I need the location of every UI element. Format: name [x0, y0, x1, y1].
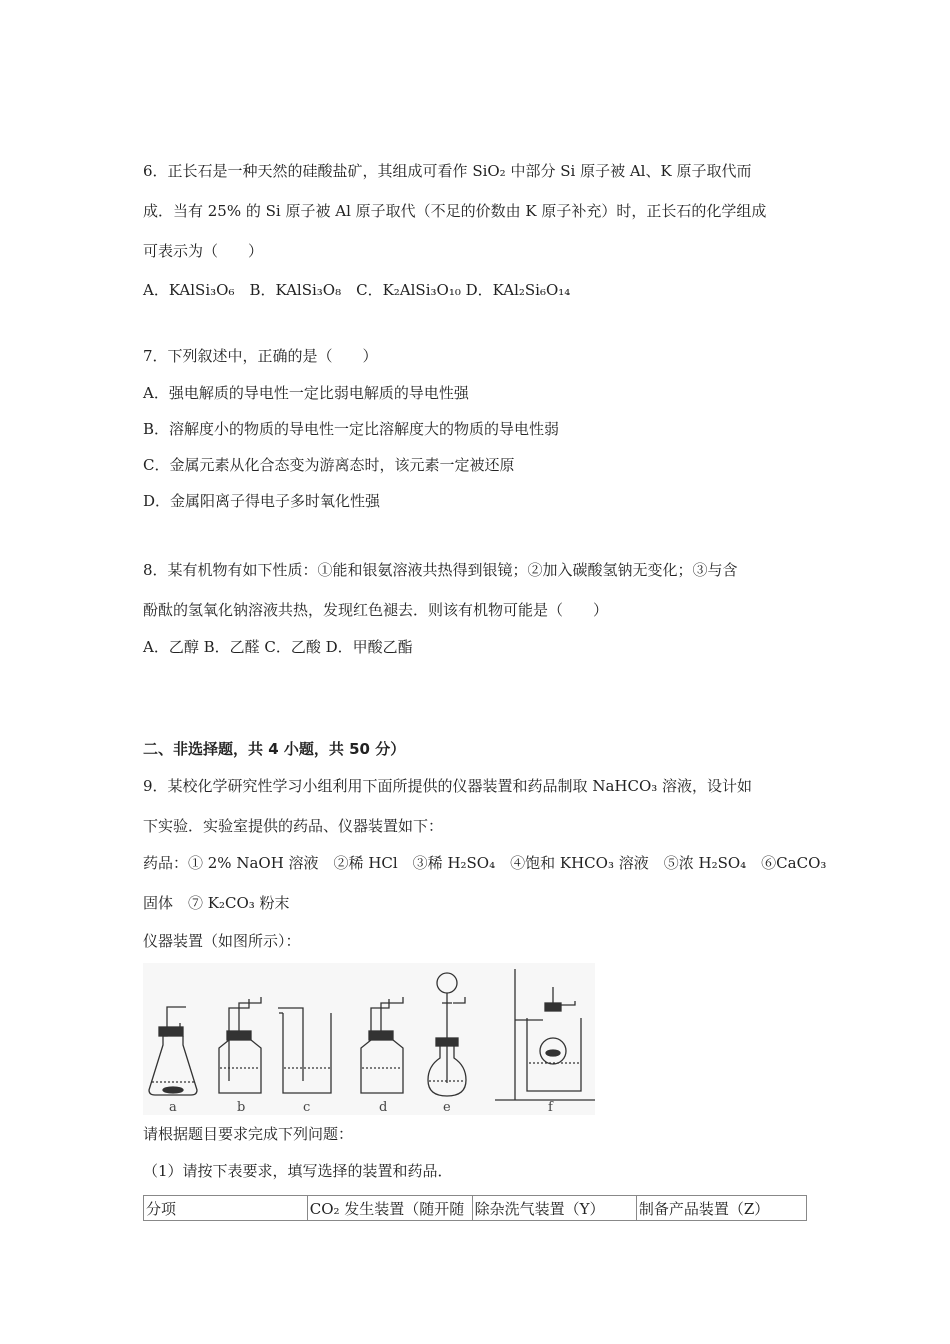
q6-stem-line3: 可表示为（ ） [143, 242, 264, 260]
q8-stem-line1: 8．某有机物有如下性质：①能和银氨溶液共热得到银镜；②加入碳酸氢钠无变化；③与含 [143, 561, 738, 579]
apparatus-figure [143, 963, 595, 1115]
apparatus-drawing [143, 963, 595, 1115]
table-header-cell: 制备产品装置（Z） [636, 1196, 806, 1221]
q6-stem-line1: 6．正长石是一种天然的硅酸盐矿，其组成可看作 SiO₂ 中部分 Si 原子被 Al、K 原子取代而 [143, 162, 752, 180]
q7-option-b: B．溶解度小的物质的导电性一定比溶解度大的物质的导电性弱 [143, 420, 560, 438]
table-header-row [144, 1196, 807, 1221]
requirements-table [143, 1195, 807, 1221]
section-heading: 二、非选择题，共 4 小题，共 50 分） [143, 740, 406, 758]
q9-stem-line1: 9．某校化学研究性学习小组利用下面所提供的仪器装置和药品制取 NaHCO₃ 溶液，设计如 [143, 777, 753, 795]
q6-options: A．KAlSi₃O₆ B．KAlSi₃O₈ C．K₂AlSi₃O₁₀ D．KAl₂Si₆O₁₄ [143, 281, 571, 299]
label-a: a [169, 1100, 177, 1115]
q7-option-c: C．金属元素从化合态变为游离态时，该元素一定被还原 [143, 456, 515, 474]
label-c: c [303, 1100, 311, 1115]
q8-options: A．乙醇 B．乙醛 C．乙酸 D．甲酸乙酯 [143, 638, 413, 656]
label-e: e [443, 1100, 451, 1115]
q9-instruction: 请根据题目要求完成下列问题： [143, 1125, 354, 1143]
q7-stem: 7．下列叙述中，正确的是（ ） [143, 347, 378, 365]
table-header-cell: 分项 [144, 1196, 308, 1221]
label-f: f [548, 1100, 553, 1115]
q7-option-d: D．金属阳离子得电子多时氧化性强 [143, 492, 381, 510]
q9-sub1: （1）请按下表要求，填写选择的装置和药品． [143, 1162, 453, 1180]
q7-option-a: A．强电解质的导电性一定比弱电解质的导电性强 [143, 384, 469, 402]
q9-reagents-line2: 固体 ⑦ K₂CO₃ 粉末 [143, 894, 290, 912]
q9-stem-line2: 下实验．实验室提供的药品、仪器装置如下： [143, 817, 444, 835]
q8-stem-line2: 酚酞的氢氧化钠溶液共热，发现红色褪去．则该有机物可能是（ ） [143, 601, 609, 619]
q6-stem-line2: 成．当有 25% 的 Si 原子被 Al 原子取代（不足的价数由 K 原子补充）时，正长石的化学组成 [143, 202, 767, 220]
table-header-cell: 除杂洗气装置（Y） [472, 1196, 636, 1221]
table-header-cell: CO₂ 发生装置（随开随 [307, 1196, 472, 1221]
label-d: d [379, 1100, 388, 1115]
q9-reagents-line1: 药品：① 2% NaOH 溶液 ②稀 HCl ③稀 H₂SO₄ ④饱和 KHCO₃ 溶液 ⑤浓 H₂SO₄ ⑥CaCO₃ [143, 854, 827, 872]
label-b: b [237, 1100, 246, 1115]
q9-apparatus-label: 仪器装置（如图所示）： [143, 932, 301, 950]
